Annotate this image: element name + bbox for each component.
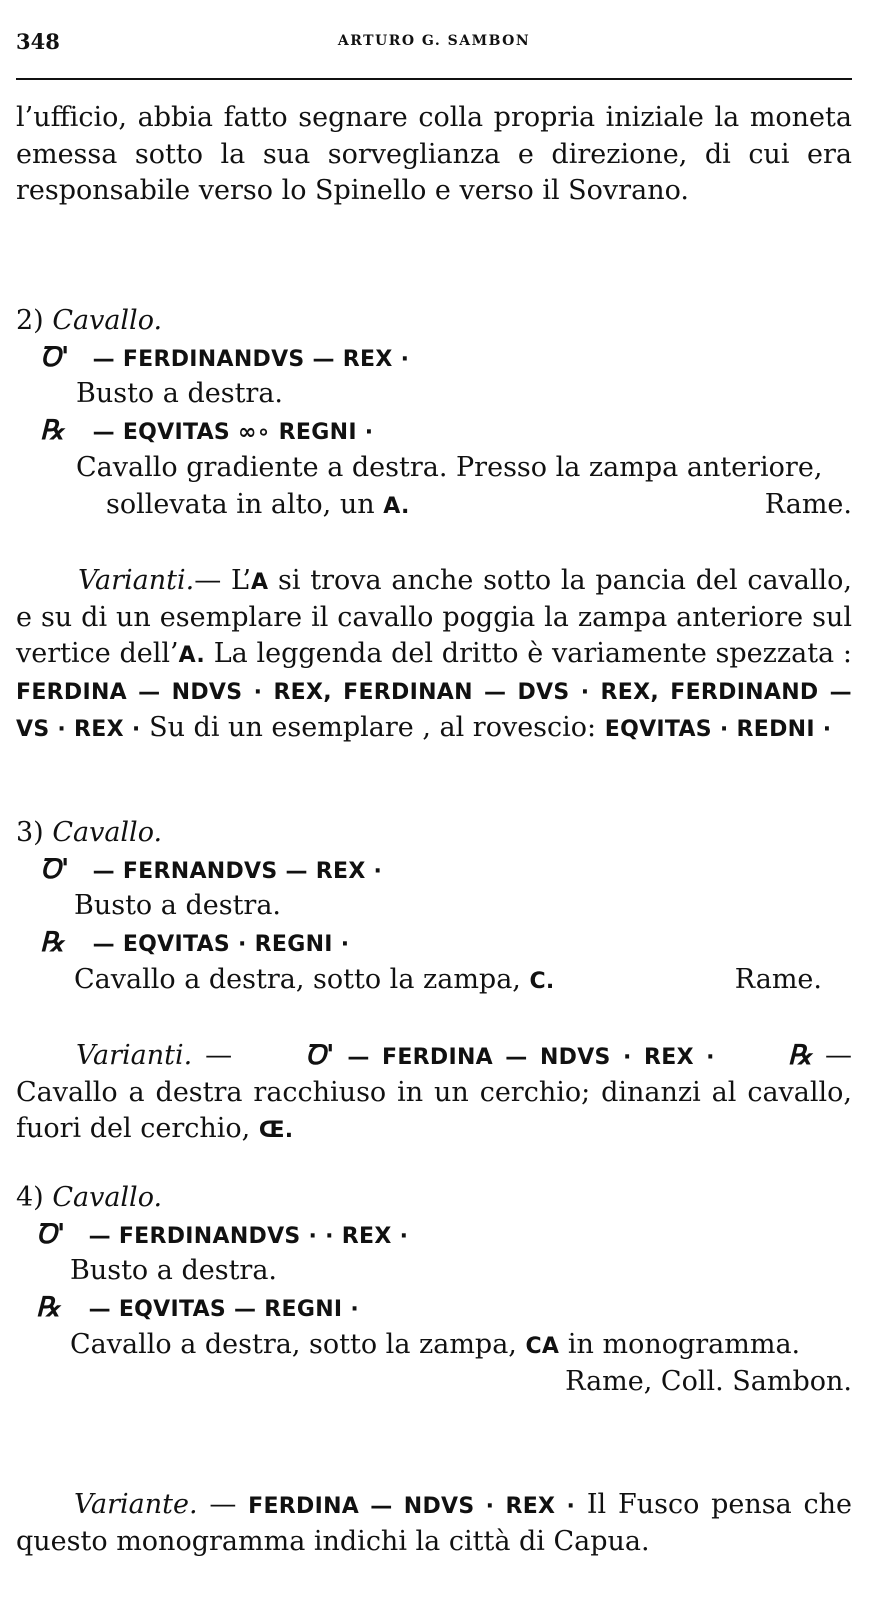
- running-head: ARTURO G. SAMBON: [337, 33, 531, 49]
- entry-4-obverse-legend: — FERDINANDVS · · REX ·: [88, 1223, 409, 1249]
- entry-3-metal: Rame.: [734, 963, 822, 995]
- obverse-symbol: Ꝺ': [305, 1040, 335, 1071]
- entry-3-variants-text-2: — Cavallo a destra racchiuso in un cerchio; dinanzi al cavallo, fuori del cerchio,: [16, 1040, 852, 1145]
- entry-4-metal: Rame, Coll. Sambon.: [565, 1365, 852, 1397]
- entry-4-variant-legend: FERDINA — NDVS · REX ·: [248, 1494, 576, 1519]
- entry-3-heading: [16, 815, 852, 852]
- entry-3-obverse: [16, 852, 852, 889]
- page-header: [16, 28, 852, 62]
- entry-3-variants-text-1: —: [192, 1040, 246, 1071]
- entry-4-title: Cavallo.: [52, 1182, 163, 1213]
- entry-2-variants-label: Varianti.: [78, 565, 195, 596]
- entry-3-reverse-text: Cavallo a destra, sotto la zampa,: [74, 963, 521, 995]
- reverse-symbol: ℞: [787, 1040, 813, 1071]
- entry-2-reverse-description: [16, 450, 852, 523]
- entry-4-variant-label: Variante.: [74, 1489, 198, 1520]
- entry-4-reverse-text-2: in monogramma.: [567, 1328, 801, 1360]
- obverse-symbol: Ꝺ': [36, 1218, 66, 1250]
- entry-2-title: Cavallo.: [52, 305, 163, 336]
- entry-3-number: 3): [16, 817, 44, 848]
- reverse-symbol: ℞: [40, 415, 65, 447]
- entry-2-variants-mark-1: A: [251, 570, 269, 595]
- entry-4-number: 4): [16, 1182, 44, 1213]
- entry-2-variants-text-4: Su di un esemplare , al rovescio:: [140, 711, 605, 743]
- entry-2-variants: [16, 563, 852, 747]
- entry-2-variants-text-2: si trova anche sotto la pancia del cavallo, e su di un esemplare il cavallo poggia la zampa anteriore sul vertice dell’: [16, 565, 852, 670]
- entry-2-reverse-line-2-text: sollevata in alto, un: [106, 488, 375, 520]
- entry-3-variants-mark: Œ.: [258, 1118, 294, 1144]
- entry-4-reverse-description: [16, 1327, 852, 1364]
- entry-3-obverse-description: Busto a destra.: [74, 890, 282, 922]
- entry-2-reverse: [16, 413, 852, 450]
- page-number: 348: [16, 29, 60, 54]
- entry-3-reverse: [16, 925, 852, 962]
- obverse-symbol: Ꝺ': [40, 853, 70, 885]
- intro-paragraph: l’ufficio, abbia fatto segnare colla propria iniziale la moneta emessa sotto la sua sorveglianza e direzione, di cui era responsabile verso lo Spinello e verso il Sovrano.: [16, 102, 852, 207]
- entry-2-obverse-description: Busto a destra.: [76, 378, 284, 410]
- entry-4-variant-text-1: —: [197, 1489, 249, 1520]
- entry-3-variants-legend: — FERDINA — NDVS · REX ·: [347, 1045, 715, 1070]
- entry-2-number: 2): [16, 305, 44, 336]
- entry-2-obverse: [16, 340, 852, 377]
- header-rule: [16, 78, 852, 80]
- entry-2-reverse-legend: — EQVITAS ∞∘ REGNI ·: [92, 420, 374, 446]
- entry-2-obverse-legend: — FERDINANDVS — REX ·: [92, 346, 410, 372]
- entry-2-variants-mark-2: A.: [178, 643, 205, 669]
- entry-3-obverse-legend: — FERNANDVS — REX ·: [92, 858, 383, 884]
- entry-2-variants-text-1: — L’: [194, 565, 251, 596]
- entry-4-mark: CA: [525, 1333, 560, 1359]
- entry-4-obverse-description: Busto a destra.: [70, 1255, 278, 1287]
- entry-3-reverse-description: [16, 962, 852, 999]
- entry-4: [16, 1180, 852, 1400]
- entry-4-variant: [16, 1487, 852, 1560]
- entry-3-mark: C.: [529, 968, 555, 994]
- entry-3-title: Cavallo.: [52, 817, 163, 848]
- entry-3: [16, 815, 852, 999]
- entry-4-reverse: [16, 1290, 852, 1327]
- entry-3-variants: [16, 1038, 852, 1148]
- reverse-symbol: ℞: [36, 1292, 61, 1324]
- entry-2-reverse-line-1: Cavallo gradiente a destra. Presso la zampa anteriore,: [76, 451, 823, 483]
- entry-2-variants-text-3: La leggenda del dritto è variamente spezzata :: [204, 638, 852, 670]
- entry-2-reverse-line-2: [76, 487, 852, 524]
- entry-2-variants-reverse-legend: EQVITAS · REDNI ·: [604, 716, 832, 742]
- entry-4-variant-text-2: Il Fusco pensa che questo monogramma indichi la città di Capua.: [16, 1489, 852, 1557]
- entry-3-variants-label: Varianti.: [76, 1040, 193, 1071]
- entry-3-reverse-legend: — EQVITAS · REGNI ·: [92, 932, 350, 958]
- entry-4-reverse-text-1: Cavallo a destra, sotto la zampa,: [70, 1328, 517, 1360]
- entry-2-mark: A.: [383, 493, 410, 519]
- entry-4-reverse-legend: — EQVITAS — REGNI ·: [88, 1297, 360, 1323]
- entry-4-obverse: [16, 1217, 852, 1254]
- reverse-symbol: ℞: [40, 927, 65, 959]
- entry-2-metal: Rame.: [764, 488, 852, 520]
- entry-2: [16, 303, 852, 523]
- entry-4-heading: [16, 1180, 852, 1217]
- entry-2-heading: [16, 303, 852, 340]
- entry-2-variants-legends: FERDINA — NDVS · REX, FERDINAN — DVS · REX, FERDINAND — VS · REX ·: [16, 680, 852, 742]
- obverse-symbol: Ꝺ': [40, 341, 70, 373]
